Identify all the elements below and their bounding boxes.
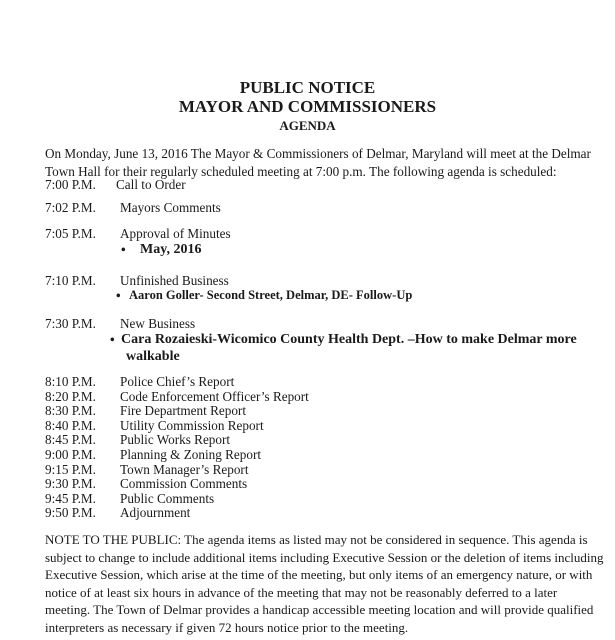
report-time: 8:40 P.M.	[45, 417, 96, 433]
report-time: 8:20 P.M.	[45, 388, 96, 404]
agenda-time: 7:10 P.M.	[45, 273, 96, 288]
agenda-time: 7:05 P.M.	[45, 226, 96, 241]
report-time: 9:50 P.M.	[45, 505, 96, 521]
agenda-time: 7:02 P.M.	[45, 200, 96, 215]
agenda-item: Mayors Comments	[120, 200, 221, 215]
agenda-subitem: Cara Rozaieski-Wicomico County Health Dept. –How to make Delmar more	[121, 332, 577, 347]
report-item: Public Works Report	[120, 432, 231, 448]
agenda-item: Unfinished Business	[120, 273, 229, 288]
report-item: Commission Comments	[120, 476, 248, 492]
report-time: 9:15 P.M.	[45, 461, 96, 477]
agenda-item: New Business	[120, 316, 196, 331]
report-time: 9:30 P.M.	[45, 476, 96, 492]
report-item: Fire Department Report	[120, 403, 246, 419]
report-item: Public Comments	[120, 490, 215, 506]
report-time: 8:10 P.M.	[45, 374, 96, 389]
bullet-icon: •	[110, 332, 115, 347]
title-agenda: AGENDA	[279, 118, 336, 133]
note-to-public: NOTE TO THE PUBLIC: The agenda items as listed may not be considered in sequence. This agenda is subject to change to include additional items including Executive Session or the deletion of items including Executive Session, which arise at the time of the meeting, but only items of an emergency nature, or with notice of at least six hours in advance of the meeting that may not be reasonably deferred to a later meeting. The Town of Delmar provides a handicap accessible meeting location and will provide qualified interpreters as necessary if given 72 hours notice prior to the meeting.	[45, 532, 604, 635]
report-time: 8:30 P.M.	[45, 403, 96, 419]
bullet-icon: •	[121, 242, 126, 257]
report-item: Planning & Zoning Report	[120, 447, 262, 462]
agenda-item: Call to Order	[116, 177, 186, 192]
agenda-time: 7:00 P.M.	[45, 177, 96, 192]
report-time: 8:45 P.M.	[45, 432, 96, 448]
agenda-item: Approval of Minutes	[120, 226, 231, 241]
title-public-notice: PUBLIC NOTICE	[239, 78, 376, 97]
agenda-subitem: Aaron Goller- Second Street, Delmar, DE- Follow-Up	[129, 288, 413, 302]
intro-line-1: On Monday, June 13, 2016 The Mayor & Commissioners of Delmar, Maryland will meet at the Delmar	[45, 146, 591, 161]
agenda-time: 7:30 P.M.	[45, 316, 96, 331]
report-item: Police Chief’s Report	[120, 374, 235, 389]
intro-line-2: Town Hall for their regularly scheduled meeting at 7:00 p.m. The following agenda is scheduled:	[45, 164, 557, 179]
report-item: Town Manager’s Report	[120, 461, 249, 477]
report-item: Adjournment	[120, 505, 191, 521]
report-time: 9:00 P.M.	[45, 447, 96, 462]
agenda-subitem-continued: walkable	[126, 349, 180, 364]
agenda-subitem: May, 2016	[140, 242, 202, 257]
report-time: 9:45 P.M.	[45, 490, 96, 506]
report-item: Code Enforcement Officer’s Report	[120, 388, 309, 404]
title-mayor-commissioners: MAYOR AND COMMISSIONERS	[178, 97, 437, 116]
bullet-icon: •	[116, 288, 121, 303]
report-item: Utility Commission Report	[120, 417, 264, 433]
